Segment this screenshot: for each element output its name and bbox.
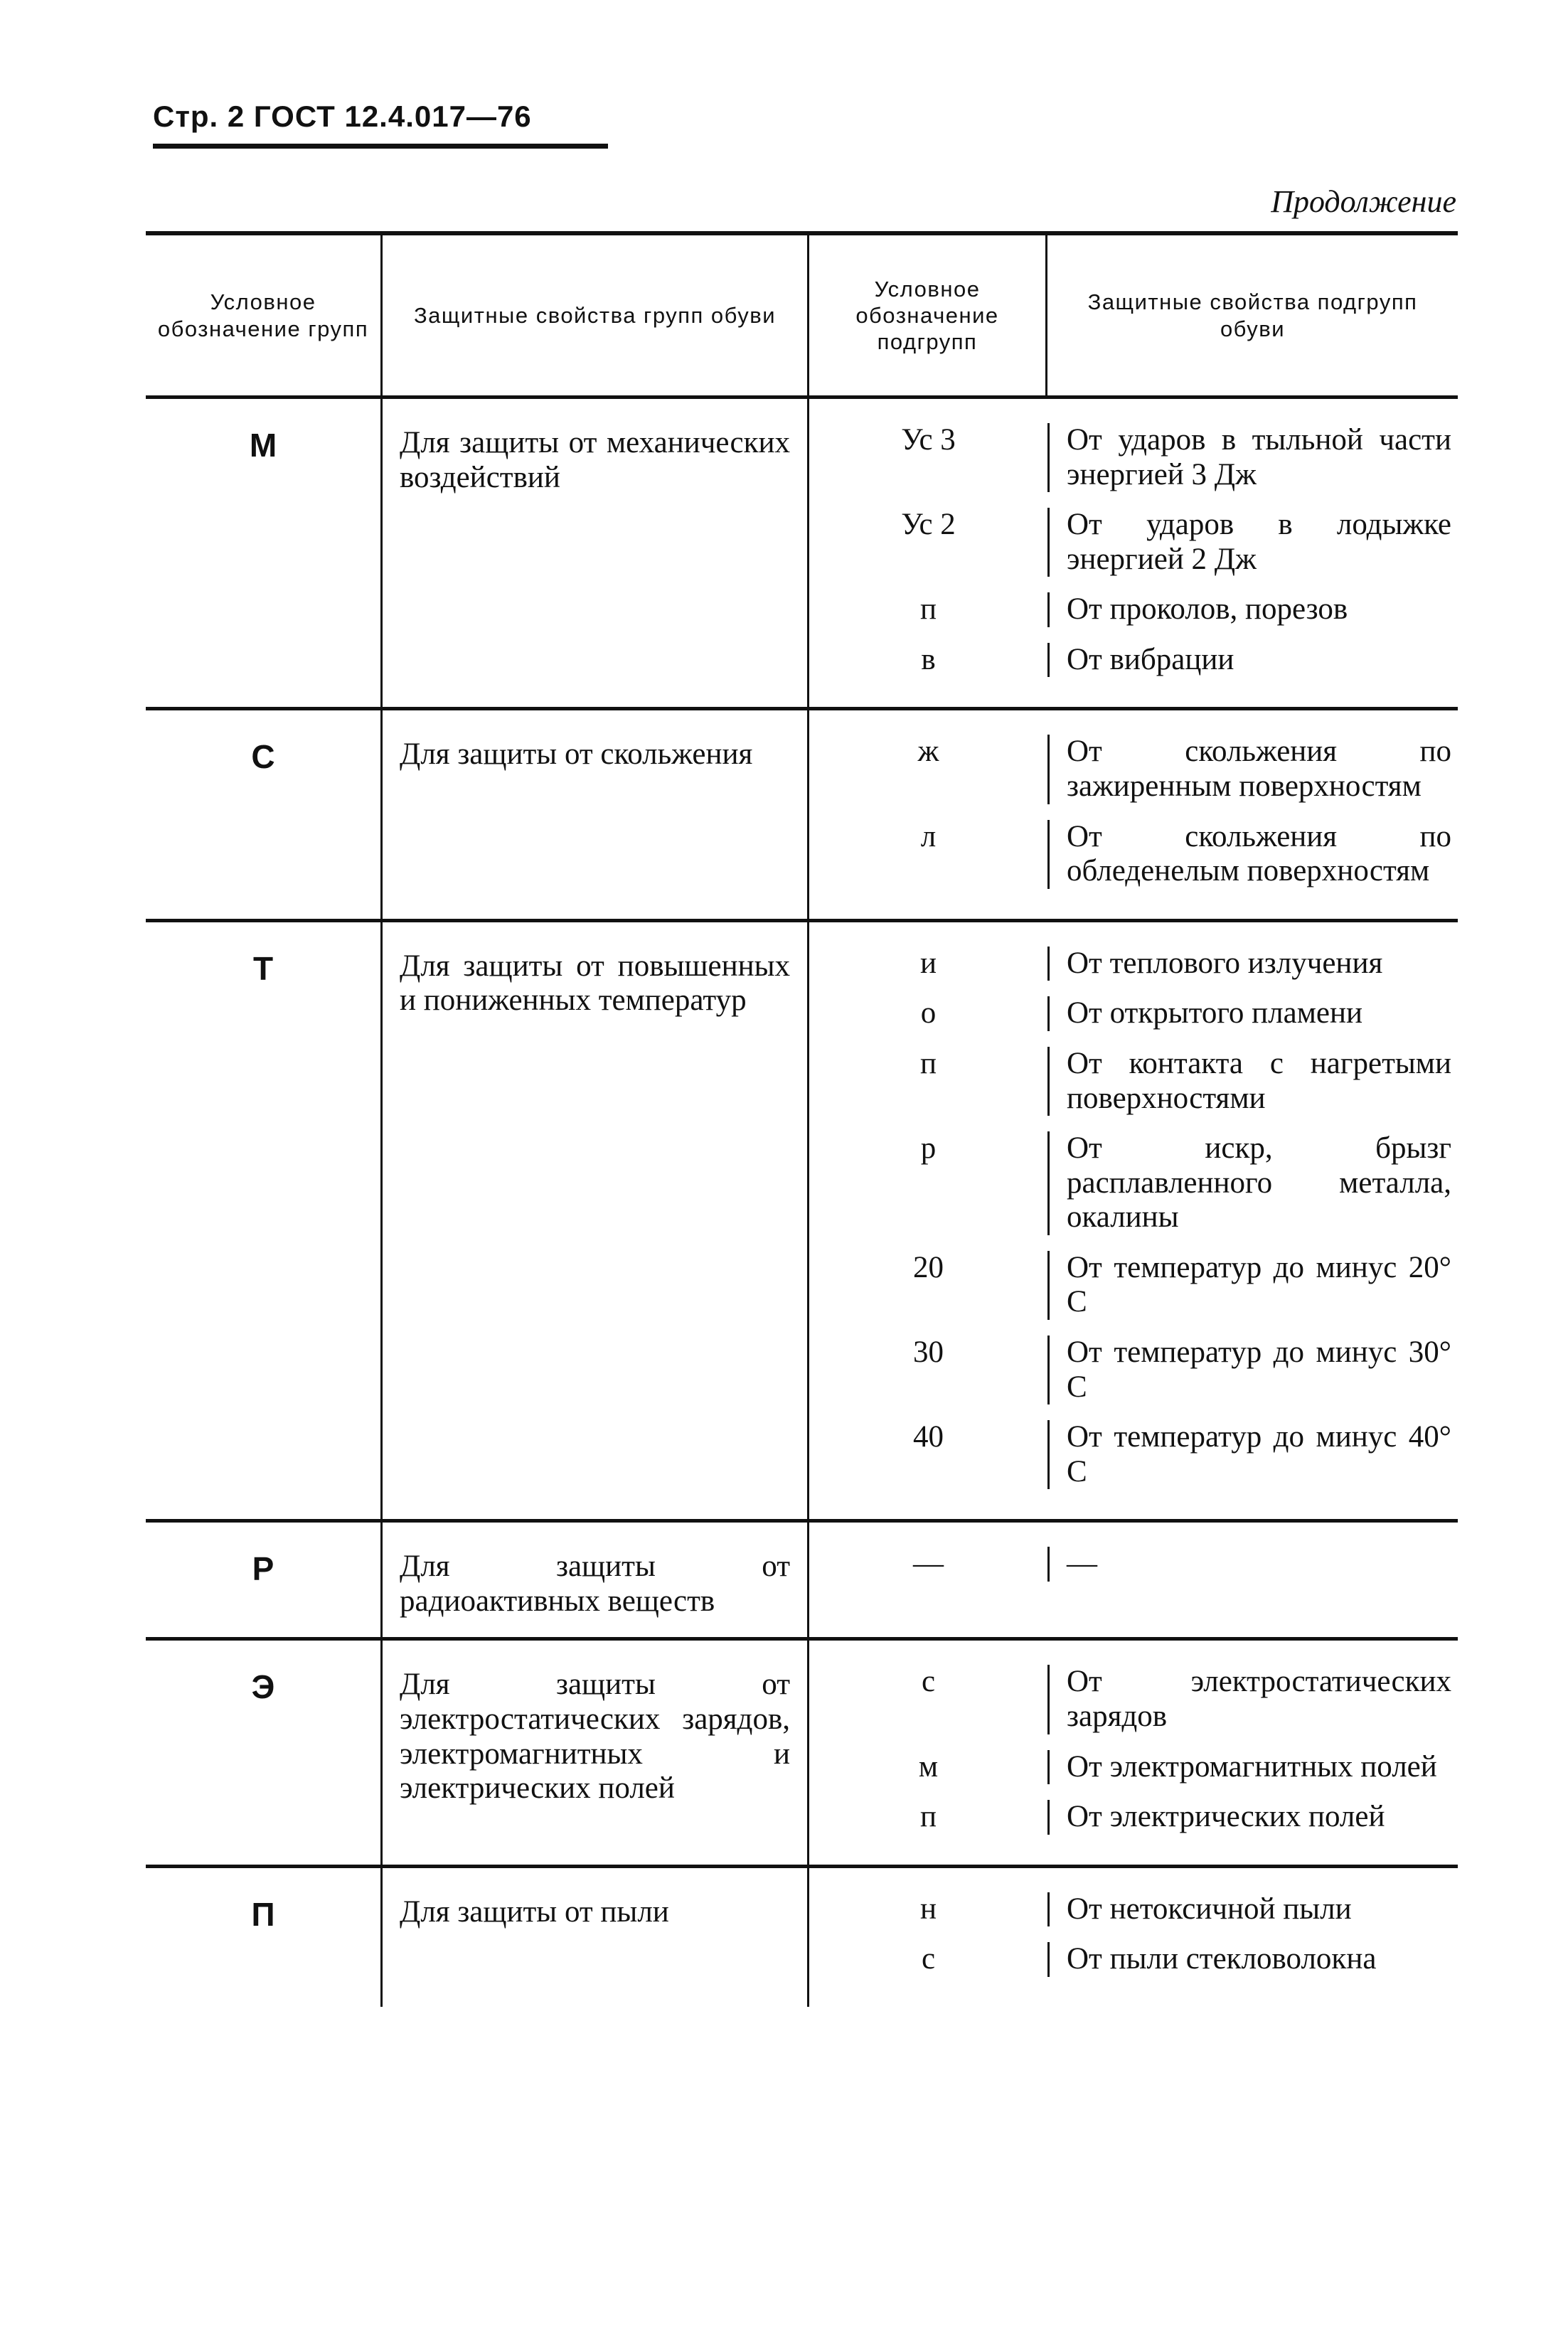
subgroup-code: с [921,1942,936,1976]
subgroup-code: и [919,946,937,980]
group-code: Э [251,1668,275,1706]
subgroup-row [809,1251,1458,1320]
group-code: Р [252,1550,274,1588]
subgroup-row [809,643,1458,678]
subgroup-code: п [919,1046,937,1080]
subgroup-code: — [913,1547,944,1581]
subgroup-code: в [921,642,936,676]
subgroup-row [809,820,1458,889]
subgroup-row [809,1665,1458,1734]
subgroup-row [809,423,1458,492]
subgroup-description: От электрических полей [1047,1800,1460,1835]
group-description: Для защиты от повышенных и пониженных температур [380,922,807,1520]
page-header: Стр. 2 ГОСТ 12.4.017—76 [153,100,532,133]
table-row [146,1641,1458,1867]
subgroup-row [809,735,1458,804]
subgroup-row [809,947,1458,981]
subgroup-code: с [921,1665,936,1699]
subgroup-list [807,1523,1458,1637]
group-code: Т [252,949,274,987]
group-code: М [249,427,277,464]
table-row [146,710,1458,922]
column-header-subgroup-properties: Защитные свойства подгрупп обуви [1045,235,1458,395]
footwear-groups-table [146,231,1458,2007]
subgroup-row [809,1420,1458,1489]
subgroup-list [807,399,1458,707]
group-description: Для защиты от радиоактивных веществ [380,1523,807,1637]
subgroup-code: Ус 3 [901,423,956,457]
subgroup-list [807,710,1458,918]
table-header [146,235,1458,399]
subgroup-row [809,1800,1458,1835]
table-row [146,1868,1458,2007]
subgroup-description: От контакта с нагретыми поверхностями [1047,1047,1460,1116]
group-code: С [251,738,275,776]
group-code: П [251,1895,275,1933]
subgroup-description: От температур до минус 30° С [1047,1336,1460,1404]
subgroup-description: От скольжения по обледенелым поверхностям [1047,820,1460,889]
subgroup-code: п [919,592,937,627]
subgroup-description: От искр, брызг расплавленного металла, окалины [1047,1131,1460,1235]
group-description: Для защиты от пыли [380,1868,807,2007]
group-description: Для защиты от электростатических зарядов, электромагнитных и электрических полей [380,1641,807,1864]
table-row [146,922,1458,1523]
subgroup-code: ж [917,735,939,769]
column-header-group-properties: Защитные свойства групп обуви [380,235,807,395]
subgroup-description: От теплового излучения [1047,947,1460,981]
subgroup-row [809,1336,1458,1404]
header-rule [153,144,608,149]
subgroup-description: От температур до минус 40° С [1047,1420,1460,1489]
subgroup-code: л [920,819,937,853]
subgroup-row [809,508,1458,577]
subgroup-code: 30 [913,1335,944,1369]
subgroup-description: От электростатических зарядов [1047,1665,1460,1734]
subgroup-row [809,1047,1458,1116]
continuation-label: Продолжение [1271,184,1456,219]
subgroup-code: р [920,1131,937,1166]
subgroup-row [809,1131,1458,1235]
subgroup-description: От ударов в лодыжке энергией 2 Дж [1047,508,1460,577]
subgroup-code: п [919,1800,937,1834]
subgroup-row [809,996,1458,1031]
subgroup-description: От проколов, порезов [1047,592,1460,627]
table-row [146,1523,1458,1641]
subgroup-description: От пыли стекловолокна [1047,1942,1460,1977]
subgroup-row [809,1750,1458,1785]
group-description: Для защиты от скольжения [380,710,807,918]
subgroup-list [807,922,1458,1520]
subgroup-description: — [1047,1547,1460,1582]
subgroup-list [807,1641,1458,1864]
subgroup-code: 20 [913,1250,944,1284]
subgroup-description: От электромагнитных полей [1047,1750,1460,1785]
subgroup-code: о [920,996,937,1030]
subgroup-code: н [919,1892,937,1926]
group-description: Для защиты от механических воздействий [380,399,807,707]
subgroup-code: м [918,1749,939,1784]
subgroup-row [809,1547,1458,1582]
subgroup-description: От вибрации [1047,643,1460,678]
subgroup-code: Ус 2 [901,508,956,542]
table-body [146,399,1458,2007]
table-row [146,399,1458,710]
column-header-subgroup-code: Условное обозначение подгрупп [807,235,1045,395]
subgroup-row [809,592,1458,627]
subgroup-description: От скольжения по зажиренным поверхностям [1047,735,1460,804]
column-header-group-code: Условное обозначение групп [157,289,369,341]
subgroup-row [809,1892,1458,1927]
subgroup-code: 40 [913,1420,944,1454]
subgroup-row [809,1942,1458,1977]
subgroup-description: От ударов в тыльной части энергией 3 Дж [1047,423,1460,492]
subgroup-description: От нетоксичной пыли [1047,1892,1460,1927]
subgroup-description: От температур до минус 20° С [1047,1251,1460,1320]
subgroup-list [807,1868,1458,2007]
subgroup-description: От открытого пламени [1047,996,1460,1031]
